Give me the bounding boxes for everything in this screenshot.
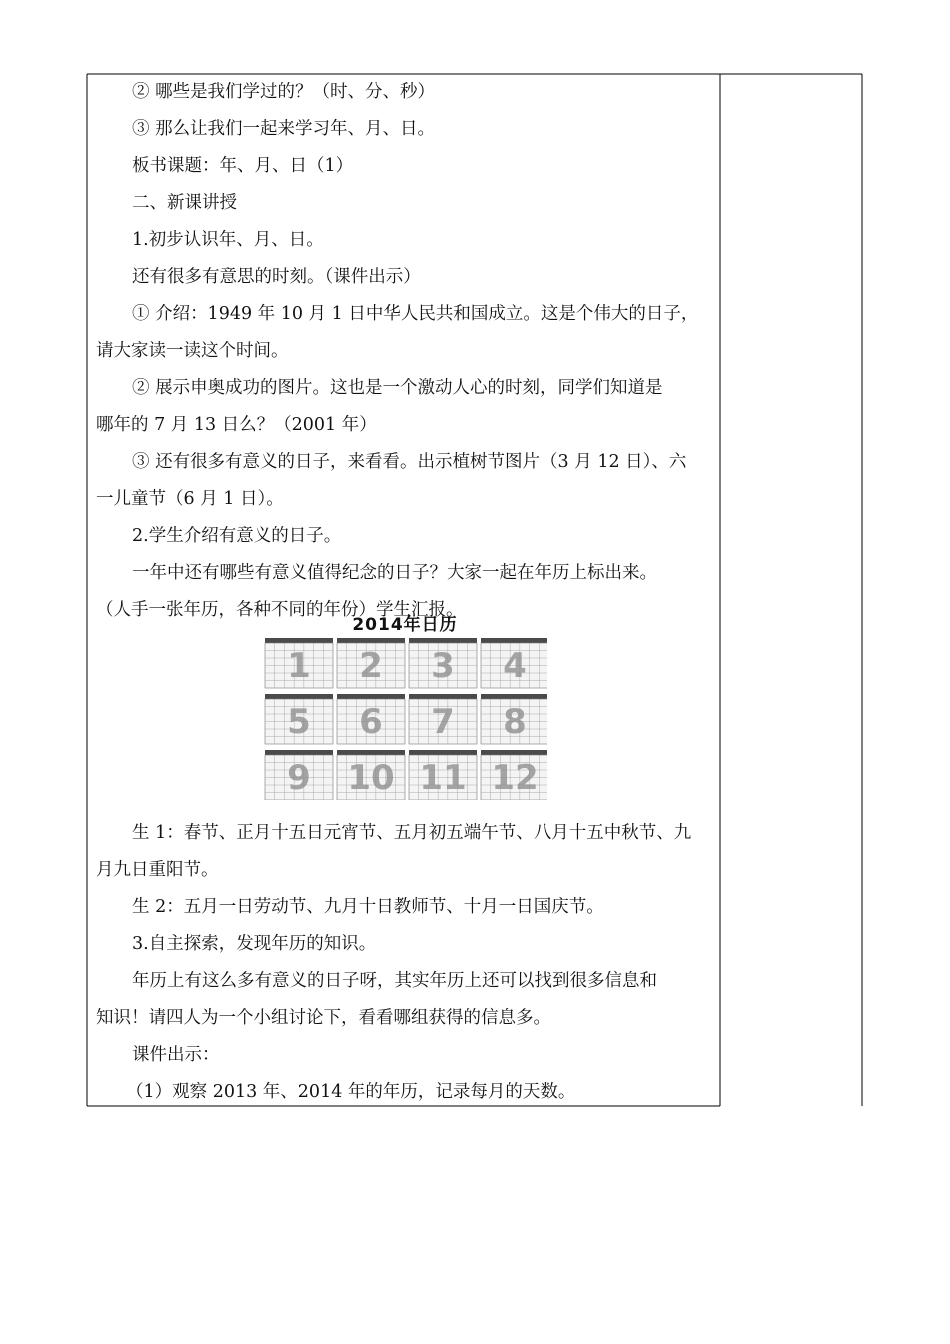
paragraph-line: 生 2：五月一日劳动节、九月十日教师节、十月一日国庆节。 [132,897,604,917]
paragraphs-after [96,815,714,1111]
calendar-month-number: 3 [431,646,455,686]
calendar-month-block [409,750,477,800]
paragraph-line: 年历上有这么多有意义的日子呀，其实年历上还可以找到很多信息和 [132,971,657,991]
calendar-month-block [265,694,333,744]
calendar-image [263,610,547,800]
calendar-month-number: 12 [491,758,539,798]
paragraph-line: 3.自主探索，发现年历的知识。 [132,934,377,954]
paragraph-line: ③ 那么让我们一起来学习年、月、日。 [132,119,436,139]
calendar-month-number: 4 [503,646,527,686]
calendar-month-number: 5 [287,702,311,742]
calendar-month-number: 11 [419,758,467,798]
paragraph-line: ② 哪些是我们学过的？（时、分、秒） [132,82,436,102]
calendar-month-block [337,694,405,744]
paragraph-line: 知识！请四人为一个小组讨论下，看看哪组获得的信息多。 [96,1008,551,1028]
calendar-month-number: 9 [287,758,311,798]
paragraph-line: ② 展示申奥成功的图片。这也是一个激动人心的时刻，同学们知道是 [132,378,663,398]
calendar-month-number: 6 [359,702,383,742]
paragraph-line: ③ 还有很多有意义的日子，来看看。出示植树节图片（3 月 12 日）、六 [132,452,687,472]
paragraph-line: 板书课题：年、月、日（1） [132,156,354,176]
paragraph-line: ① 介绍：1949 年 10 月 1 日中华人民共和国成立。这是个伟大的日子， [132,304,699,324]
calendar-month-number: 2 [359,646,383,686]
calendar-month-block [409,694,477,744]
calendar-month-block [481,750,547,800]
lesson-content-cell [96,74,714,629]
calendar-month-block [265,638,333,688]
paragraph-line: 还有很多有意思的时刻。（课件出示） [132,267,421,287]
paragraph-line: 哪年的 7 月 13 日么？（2001 年） [96,415,377,435]
calendar-month-block [337,638,405,688]
paragraph-line: 1.初步认识年、月、日。 [132,230,324,250]
calendar-month-block [409,638,477,688]
paragraph-line: 月九日重阳节。 [96,860,219,880]
calendar-month-number: 8 [503,702,527,742]
paragraph-line: 课件出示： [132,1045,220,1065]
calendar-month-block [481,638,547,688]
paragraph-line: 生 1：春节、正月十五日元宵节、五月初五端午节、八月十五中秋节、九 [132,823,692,843]
paragraph-line: （1）观察 2013 年、2014 年的年历，记录每月的天数。 [126,1082,576,1102]
calendar-month-number: 10 [347,758,395,798]
paragraph-line: 2.学生介绍有意义的日子。 [132,526,342,546]
paragraph-line: （人手一张年历，各种不同的年份）学生汇报。 [96,600,464,620]
paragraph-line: 一年中还有哪些有意义值得纪念的日子？大家一起在年历上标出来。 [132,563,657,583]
calendar-grid [263,610,547,800]
calendar-title: 2014年日历 [352,615,458,635]
paragraph-line: 二、新课讲授 [132,193,237,213]
calendar-month-block [481,694,547,744]
lesson-content-cell-continued [96,815,714,1111]
calendar-month-block [265,750,333,800]
paragraph-line: 一儿童节（6 月 1 日）。 [96,489,284,509]
calendar-month-number: 7 [431,702,455,742]
paragraph-line: 请大家读一读这个时间。 [96,341,289,361]
calendar-month-block [337,750,405,800]
calendar-month-number: 1 [287,646,311,686]
paragraphs-before [96,74,714,629]
